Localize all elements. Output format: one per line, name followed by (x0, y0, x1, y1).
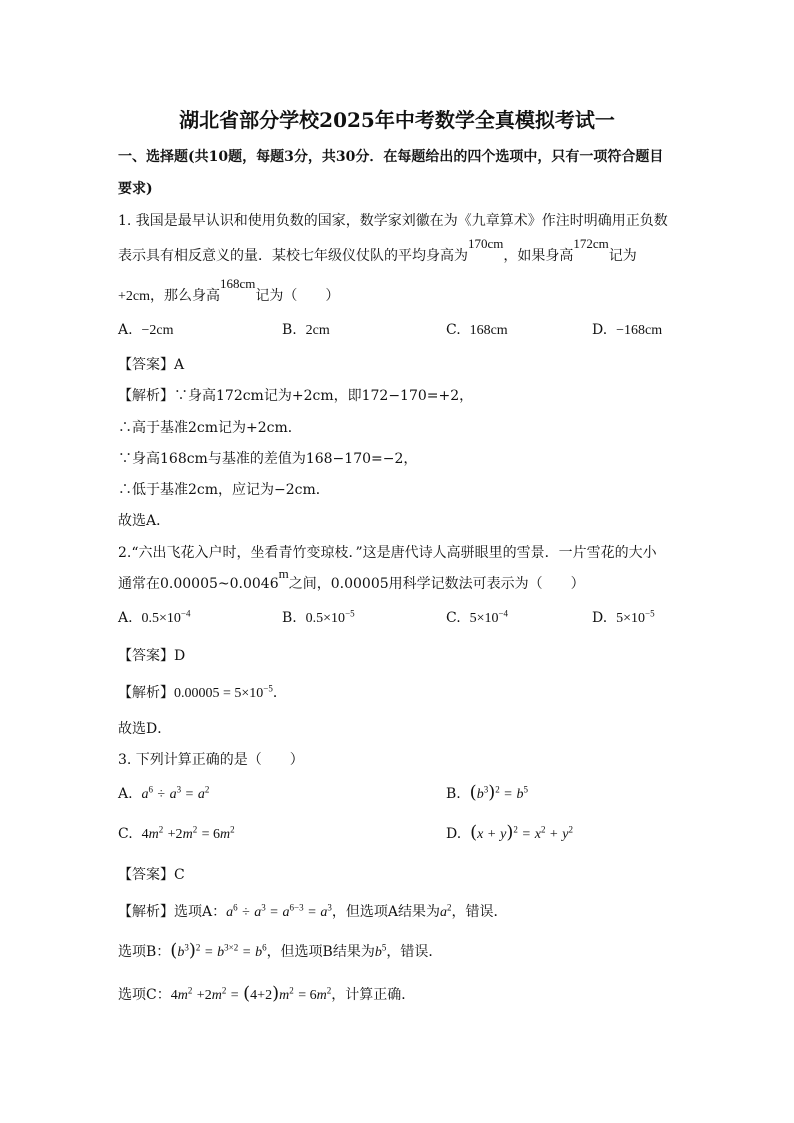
q1-option-a: A. −2cm (118, 322, 174, 338)
section-heading-cont: 要求) (118, 181, 153, 197)
q1-explanation-3: ∵身高168cm与基准的差值为168−170=−2， (118, 451, 418, 467)
q1-option-d: D. −168cm (592, 322, 663, 338)
q2-stem-line2: 通常在0.00005~0.0046$^m$之间，0.00005用科学记数法可表示为（ ） (118, 566, 585, 592)
q1-stem-line3: +2cm，那么身高$^{168cm}$记为（ ） (118, 276, 340, 304)
q1-stem-line1: 1. 我国是最早认识和使用负数的国家，数学家刘徽在为《九章算术》作注时明确用正负数 (118, 213, 668, 229)
q1-answer: 【答案】A (118, 357, 185, 373)
q2-option-b: B. $0.5\times 10^{-5}$ (282, 608, 355, 626)
q2-option-a: A. $0.5\times 10^{-4}$ (118, 608, 191, 626)
q1-explanation-5: 故选A． (118, 513, 171, 529)
q2-explanation-1: 【解析】$0.00005 = 5\times 10^{-5}$． (118, 683, 287, 701)
q3-option-c: C. $4m^2 +2m^2 = 6m^2$ (118, 824, 235, 842)
q1-option-b: B. 2cm (282, 322, 330, 338)
page-title: 湖北省部分学校2025年中考数学全真模拟考试一 (179, 108, 615, 132)
q3-explanation-b: 选项B：$(b^3)^2 = b^{3\times 2} = b^6$，但选项B结果为$b^5$，错误． (118, 940, 443, 961)
q1-option-c: C. 168cm (446, 322, 508, 338)
q3-option-d: D. $(x + y)^2 = x^2 + y^2$ (446, 822, 573, 843)
height-172: 172cm (573, 236, 609, 252)
q3-option-b: B. $(b^3)^2 = b^5$ (446, 782, 529, 803)
height-168: 168cm (220, 276, 256, 292)
q3-option-a: A. $a^6 \div a^3 = a^2$ (118, 784, 210, 802)
q3-explanation-c: 选项C：$4m^2 +2m^2 = (4+2)m^2 = 6m^2$，计算正确． (118, 983, 416, 1004)
plus-2cm: +2cm (118, 289, 150, 304)
q2-answer: 【答案】D (118, 648, 186, 664)
height-170: 170cm (468, 236, 504, 252)
q2-explanation-2: 故选D． (118, 721, 172, 737)
q2-option-c: C. $5\times 10^{-4}$ (446, 608, 509, 626)
q2-stem-line1: 2.“六出飞花入户时，坐看青竹变琼枝．”这是唐代诗人高骈眼里的雪景．一片雪花的大小 (118, 545, 657, 561)
q1-explanation-2: ∴高于基准2cm记为+2cm． (118, 420, 302, 436)
q3-answer: 【答案】C (118, 867, 185, 883)
q3-explanation-a: 【解析】选项A：$a^6 \div a^3 = a^{6-3} = a^3$，但选项A结果为$a^2$，错误． (118, 902, 508, 920)
q1-explanation-1: 【解析】∵身高172cm记为+2cm，即172−170=+2， (118, 388, 474, 404)
q1-explanation-4: ∴低于基准2cm，应记为−2cm． (118, 482, 330, 498)
section-heading: 一、选择题(共10题，每题3分，共30分．在每题给出的四个选项中，只有一项符合题目 (118, 149, 664, 165)
q2-option-d: D. $5\times 10^{-5}$ (592, 608, 655, 626)
q1-stem-line2: 表示具有相反意义的量．某校七年级仪仗队的平均身高为$^{170cm}$，如果身高$^{172cm}$记为 (118, 236, 637, 264)
q3-stem: 3. 下列计算正确的是（ ） (118, 752, 304, 768)
